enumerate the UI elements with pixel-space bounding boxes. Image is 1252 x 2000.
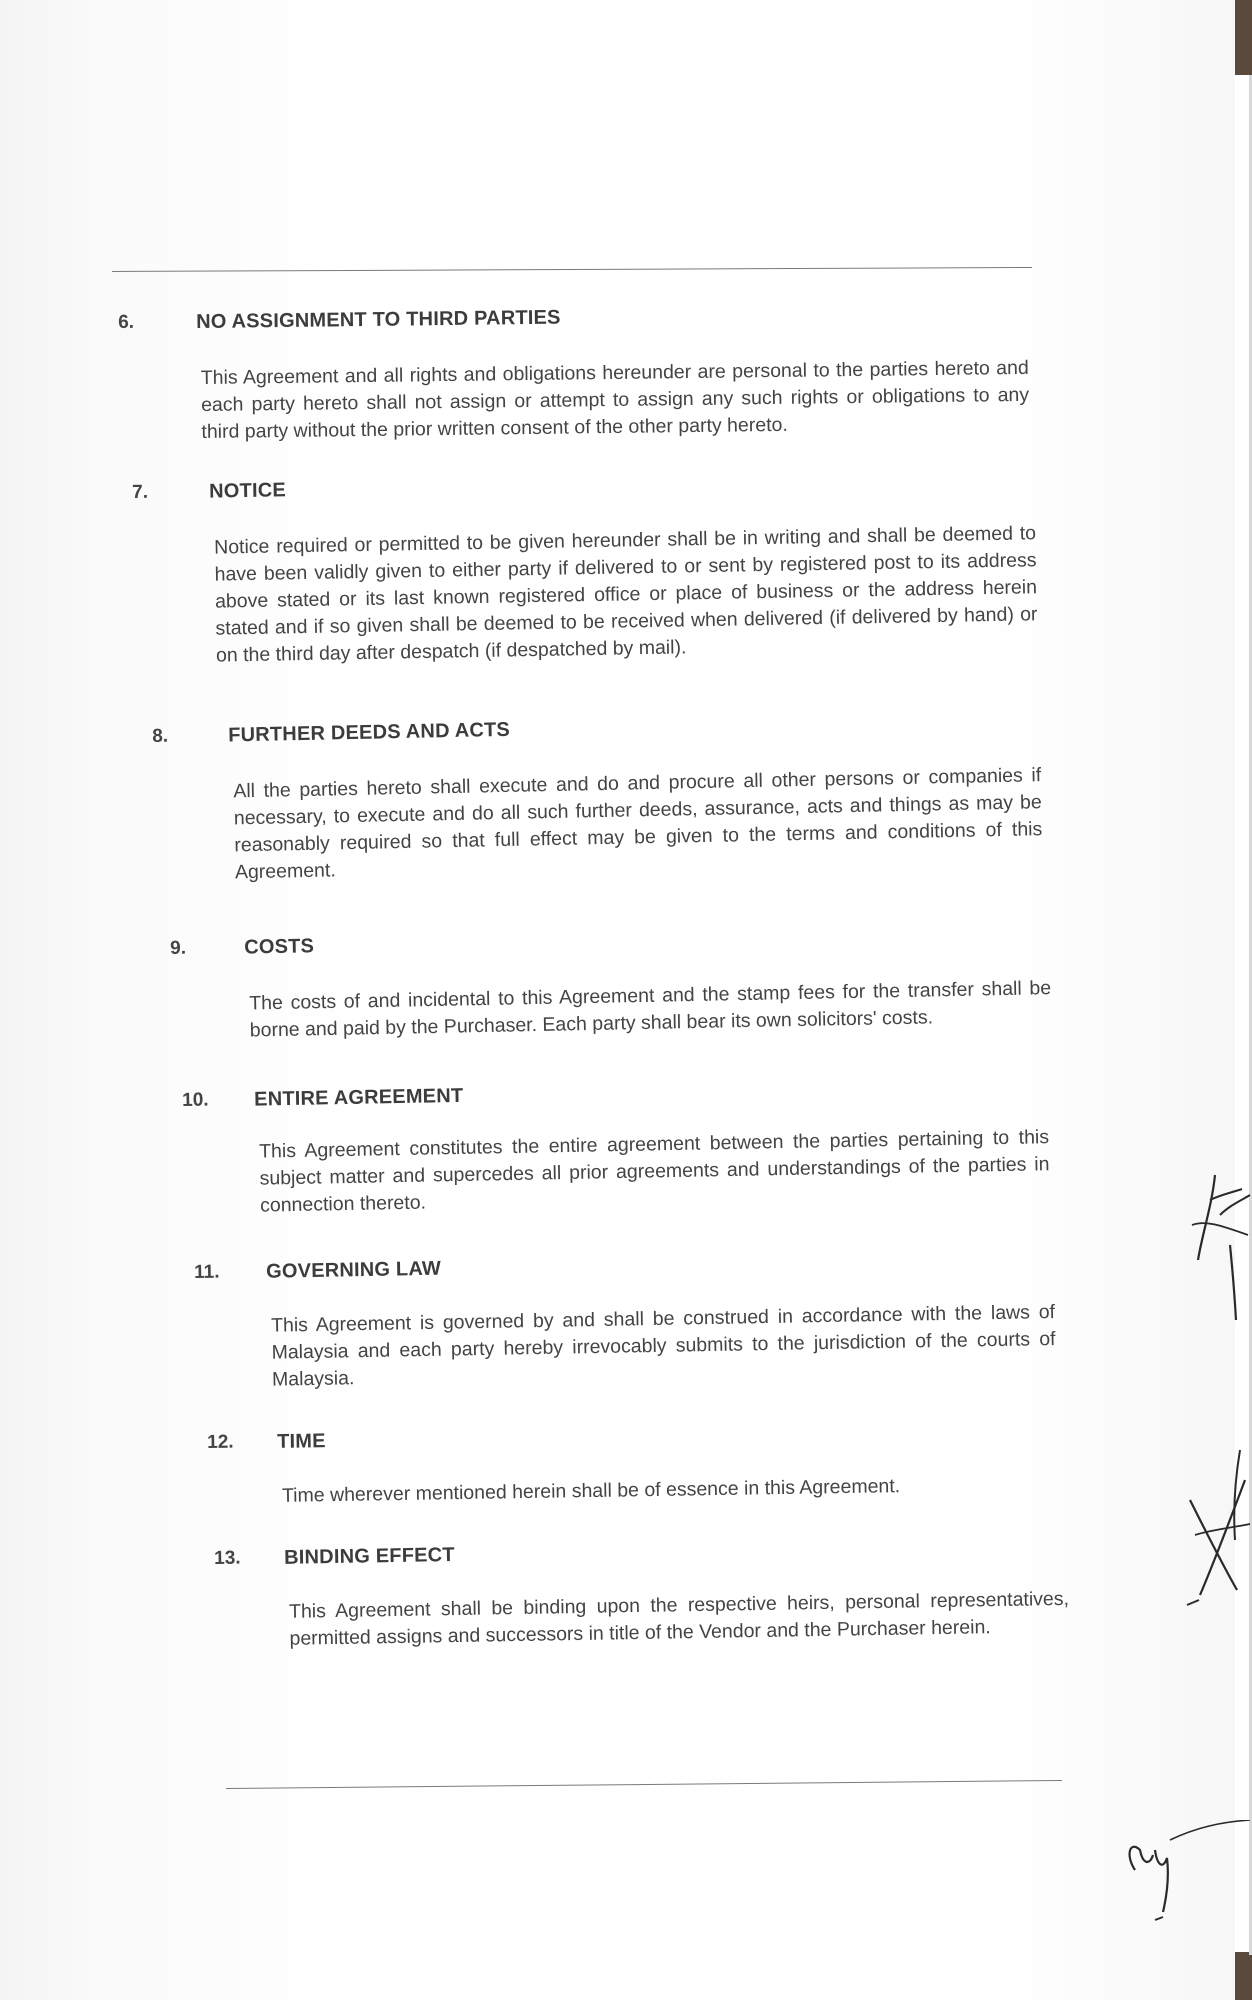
clause-number: 7.: [132, 481, 149, 503]
clause-number: 9.: [170, 937, 187, 959]
clause-text: The costs of and incidental to this Agreement and the stamp fees for the transfer shall be borne and paid by the Purchaser. Each party shall bear its own solicitors' costs.: [249, 977, 1052, 1042]
clause-text: This Agreement is governed by and shall be construed in accordance with the laws of Malaysia and each party hereby irrevocably submits to the jurisdiction of the courts of Malaysia.: [270, 1300, 1056, 1391]
page-edge-top: [1235, 0, 1252, 75]
handwritten-initials: [1125, 1820, 1252, 1930]
handwritten-initial-signature: [1190, 1165, 1252, 1335]
clause-number: 13.: [214, 1547, 241, 1569]
clause-number: 8.: [152, 725, 169, 747]
clause-text: This Agreement constitutes the entire agreement between the parties pertaining to this subject matter and supercedes all prior agreements and understandings of the parties in connection thereto.: [258, 1126, 1050, 1217]
clause-heading: BINDING EFFECT: [283, 1544, 455, 1569]
clause-heading: NOTICE: [208, 479, 287, 503]
clause-text: Notice required or permitted to be given hereunder shall be in writing and shall be deemed to have been validly given to either party if delivered to or sent by registered post to its address above stated or its last known registered office or place of business or the address herein stated and if so given shall be deemed to be received when delivered (if delivered by hand) or on the third day after despatch (if despatched by mail).: [213, 522, 1038, 667]
clause-text: This Agreement and all rights and obligations hereunder are personal to the parties hereto and each party hereto shall not assign or attempt to assign any such rights or obligations to any third party without the prior written consent of the other party hereto.: [200, 356, 1030, 443]
clause-heading: GOVERNING LAW: [265, 1257, 442, 1283]
clause-text: This Agreement shall be binding upon the respective heirs, personal representatives, permitted assigns and successors in title of the Vendor and the Purchaser herein.: [288, 1587, 1070, 1650]
handwritten-signature: [1185, 1440, 1252, 1620]
page-edge-bottom: [1235, 1952, 1252, 2000]
clause-number: 12.: [207, 1431, 234, 1453]
clause-number: 6.: [118, 311, 135, 333]
clause-heading: ENTIRE AGREEMENT: [253, 1084, 464, 1111]
clause-heading: COSTS: [243, 935, 315, 959]
clause-number: 10.: [182, 1089, 209, 1111]
clause-heading: NO ASSIGNMENT TO THIRD PARTIES: [195, 306, 561, 334]
clause-text: Time wherever mentioned herein shall be of essence in this Agreement.: [281, 1475, 901, 1507]
clause-heading: FURTHER DEEDS AND ACTS: [227, 718, 511, 747]
clause-text: All the parties hereto shall execute and do and procure all other persons or companies if necessary, to execute and do all such further deeds, assurance, acts and things as may be reasonably required so that full effect may be given to the terms and conditions of this Agreement.: [233, 764, 1043, 884]
clause-heading: TIME: [276, 1430, 326, 1453]
clause-number: 11.: [194, 1261, 220, 1283]
